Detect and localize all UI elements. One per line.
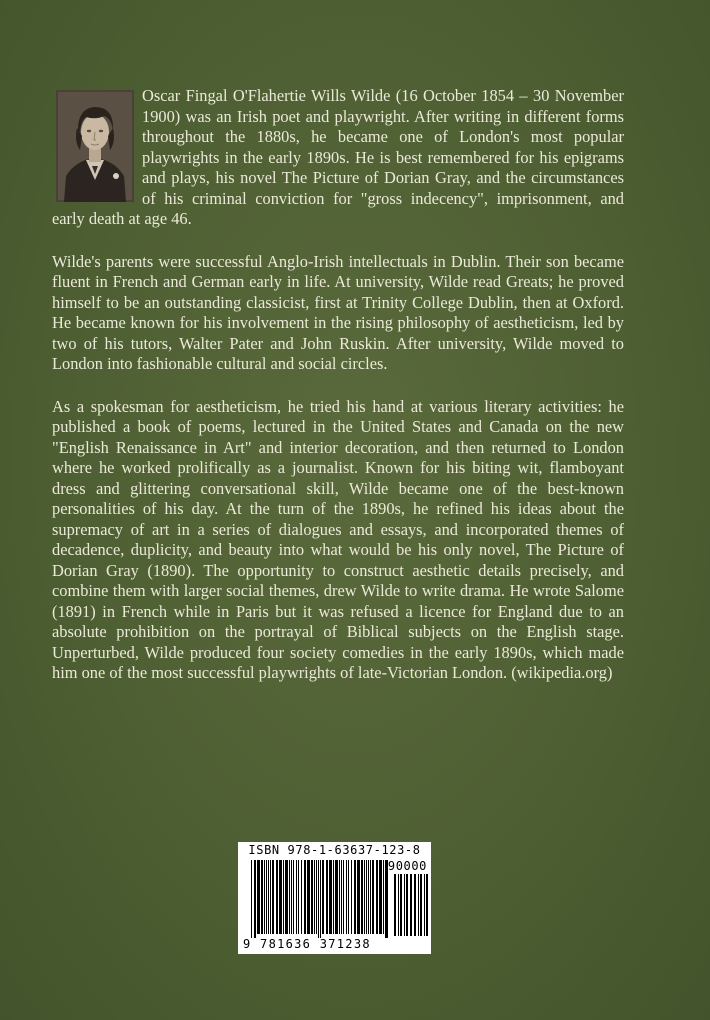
barcode-bar <box>348 860 349 934</box>
barcode-addon-bar <box>420 874 422 936</box>
ean-digits: 9 781636 371238 <box>243 937 371 951</box>
barcode-bar <box>335 860 338 934</box>
barcode-bar <box>307 860 310 934</box>
barcode-bar <box>266 860 267 934</box>
barcode-bar <box>261 860 263 934</box>
barcode-bar <box>351 860 352 934</box>
barcode-bar <box>322 860 324 934</box>
isbn-barcode <box>238 842 431 954</box>
barcode-bar <box>372 860 374 934</box>
barcode-bar <box>354 860 356 934</box>
barcode-addon-bar <box>410 874 412 936</box>
barcode-bar <box>268 860 269 934</box>
barcode-bar <box>296 860 297 934</box>
barcode-bar <box>329 860 332 934</box>
barcode-bar <box>285 860 288 934</box>
barcode-addon-bar <box>394 874 396 936</box>
barcode-bar <box>361 860 363 934</box>
barcode-bar <box>366 860 367 934</box>
barcode-bar <box>304 860 306 934</box>
barcode-addon-bar <box>404 874 405 936</box>
barcode-bar <box>298 860 299 934</box>
barcode-bar <box>376 860 378 934</box>
barcode-bar <box>272 860 274 934</box>
barcode-bar <box>279 860 282 934</box>
barcode-bar <box>316 860 317 934</box>
barcode-bar <box>326 860 328 934</box>
barcode-addon-bar <box>398 874 399 936</box>
barcode-bar <box>341 860 342 934</box>
barcode-bar <box>368 860 369 934</box>
price-code: 90000 <box>387 859 427 873</box>
barcode-bar <box>301 860 302 934</box>
barcode-bar <box>383 860 384 934</box>
description-text <box>52 86 624 706</box>
barcode-bar <box>333 860 334 934</box>
barcode-bar <box>343 860 344 934</box>
barcode-addon-bar <box>418 874 419 936</box>
barcode-bar <box>251 860 252 938</box>
barcode-bar <box>254 860 256 938</box>
barcode-addon-bar <box>424 874 425 936</box>
barcode-bar <box>293 860 294 934</box>
barcode-bar <box>318 860 319 938</box>
author-portrait <box>56 90 134 202</box>
barcode-bar <box>346 860 347 934</box>
paragraph-intro <box>52 86 624 230</box>
barcode-bar <box>364 860 365 934</box>
barcode-addon-bar <box>426 874 428 936</box>
barcode-bar <box>379 860 382 934</box>
barcode-bar <box>320 860 321 938</box>
barcode-bar <box>283 860 284 934</box>
paragraph-career: As a spokesman for aestheticism, he tried his hand at various literary activities: he published a book of poems, lectured in the United States and Canada on the new "English Renaissance in Art" and interior decoration, and then returned to London where he worked prolifically as a journalist. Known for his biting wit, flamboyant dress and glittering conversational skill, Wilde became one of the best-known personalities of his day. At the turn of the 1890s, he refined his ideas about the supremacy of art in a series of dialogues and essays, and incorporated themes of decadence, duplicity, and beauty into what would be his only novel, The Picture of Dorian Gray (1890). The opportunity to construct aesthetic details precisely, and combine them with larger social themes, drew Wilde to write drama. He wrote Salome (1891) in French while in Paris but it was refused a licence for England due to an absolute prohibition on the portrayal of Biblical subjects on the English stage. Unperturbed, Wilde produced four society comedies in the early 1890s, which made him one of the most successful playwrights of late-Victorian London. (wikipedia.org) <box>52 396 624 682</box>
paragraph-education: Wilde's parents were successful Anglo-Irish intellectuals in Dublin. Their son became fluent in French and German early in life. At university, Wilde read Greats; he proved himself to be an outstanding classicist, first at Trinity College Dublin, then at Oxford. He became known for his involvement in the rising philosophy of aestheticism, led by two of his tutors, Walter Pater and John Ruskin. After university, Wilde moved to London into fashionable cultural and social circles. <box>52 251 624 373</box>
barcode-bar <box>264 860 265 934</box>
barcode-bar <box>276 860 278 934</box>
barcode-bar <box>291 860 292 934</box>
barcode-bar <box>289 860 290 934</box>
barcode-bar <box>311 860 313 934</box>
barcode-bar <box>357 860 360 934</box>
barcode-bar <box>270 860 271 934</box>
barcode-bar <box>370 860 371 934</box>
barcode-bar <box>339 860 340 934</box>
paragraph-intro-text: Oscar Fingal O'Flahertie Wills Wilde (16 October 1854 – 30 November 1900) was an Irish poet and playwright. After writing in different forms throughout the 1880s, he became one of London's most popular playwrights in the early 1890s. He is best remembered for his epigrams and plays, his novel The Picture of Dorian Gray, and the circumstances of his criminal conviction for "gross indecency", imprisonment, and early death at age 46. <box>52 86 624 228</box>
barcode-addon-bar <box>400 874 402 936</box>
barcode-bar <box>257 860 260 934</box>
barcode-bar <box>314 860 315 934</box>
barcode-addon-bar <box>406 874 408 936</box>
barcode-addon-bar <box>414 874 416 936</box>
isbn-label: ISBN 978-1-63637-123-8 <box>248 843 421 857</box>
